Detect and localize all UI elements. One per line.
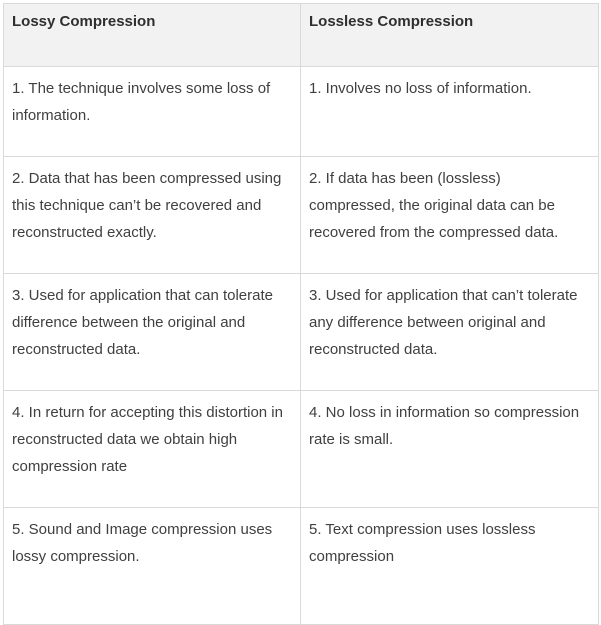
table-row [4,508,599,625]
lossy-cell: 4. In return for accepting this distortion in reconstructed data we obtain high compression rate [4,391,301,508]
lossless-cell: 4. No loss in information so compression rate is small. [301,391,599,508]
lossy-cell: 5. Sound and Image compression uses lossy compression. [4,508,301,625]
lossless-cell: 2. If data has been (lossless) compressed, the original data can be recovered from the compressed data. [301,157,599,274]
header-lossy: Lossy Compression [4,4,301,67]
table-row [4,67,599,157]
lossy-cell: 3. Used for application that can tolerate difference between the original and reconstructed data. [4,274,301,391]
lossy-cell: 1. The technique involves some loss of information. [4,67,301,157]
table-header-row [4,4,599,67]
lossless-cell: 5. Text compression uses lossless compression [301,508,599,625]
comparison-table [3,3,599,625]
lossless-cell: 1. Involves no loss of information. [301,67,599,157]
lossless-cell: 3. Used for application that can’t tolerate any difference between original and reconstructed data. [301,274,599,391]
table-row [4,274,599,391]
table-row [4,391,599,508]
table-row [4,157,599,274]
header-lossless: Lossless Compression [301,4,599,67]
lossy-cell: 2. Data that has been compressed using this technique can’t be recovered and reconstructed exactly. [4,157,301,274]
